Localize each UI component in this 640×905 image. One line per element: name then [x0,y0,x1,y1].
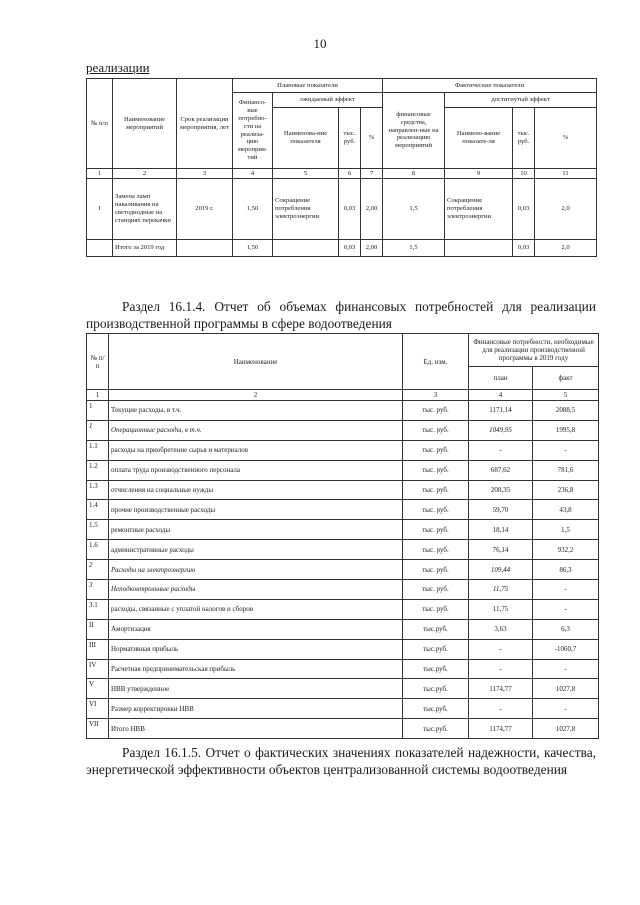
header-thous-plan: тыс. руб. [339,108,361,169]
cell-fin-plan: 1,50 [233,240,273,257]
col-num: 8 [383,169,445,179]
cell-ind-fact: Сокращение потребления электроэнергии [445,179,513,240]
table-row [87,619,599,639]
table-row [87,580,599,600]
cell-plan: 59,70 [469,500,533,520]
header-term: Срок реализации мероприятия, лет [177,79,233,169]
cell-no: IV [87,659,109,679]
cell-fact: -1060,7 [533,639,599,659]
cell-plan: - [469,639,533,659]
cell-plan: - [469,699,533,719]
cell-unit: тыс.руб. [403,699,469,719]
cell-no: 1.3 [87,480,109,500]
table-row [87,639,599,659]
header-pct-fact: % [535,108,597,169]
cell-no: 2 [87,560,109,580]
table-row [87,460,599,480]
table-row [87,719,599,739]
header-expected: ожидаемый эффект [273,93,383,108]
header-fin-need: Финансо-вые потребно-сти на реализа-цию мероприя-тий [233,93,273,169]
cell-name: Итого за 2019 год [113,240,177,257]
cell-ind-plan [273,240,339,257]
cell-fact: 781,6 [533,460,599,480]
cell-unit: тыс.руб. [403,619,469,639]
cell-unit: тыс. руб. [403,599,469,619]
cell-no [87,240,113,257]
cell-no: VI [87,699,109,719]
cell-plan: 1174,77 [469,719,533,739]
cell-pct-fact: 2,0 [535,179,597,240]
cell-plan: 1174,77 [469,679,533,699]
col-num: 4 [469,390,533,401]
cell-name: расходы, связанные с уплатой налогов и сборов [109,599,403,619]
section-16-1-5-title: Раздел 16.1.5. Отчет о фактических значениях показателей надежности, качества, энергетической эффективности объектов централизованной системы водоотведения [86,745,596,777]
header-plan: план [469,367,533,390]
cell-fact: 2088,5 [533,401,599,421]
cell-fin-fact: 1,5 [383,179,445,240]
header-ind-name-plan: Наименова-ние показателя [273,108,339,169]
col-num: 1 [87,390,109,401]
col-num: 7 [361,169,383,179]
header-unit: Ед. изм. [403,334,469,390]
col-num: 6 [339,169,361,179]
financial-needs-rows [87,401,599,739]
cell-no: V [87,679,109,699]
cell-unit: тыс. руб. [403,401,469,421]
cell-fact: - [533,599,599,619]
cell-plan: - [469,659,533,679]
table-row [87,560,599,580]
cell-no: III [87,639,109,659]
cell-plan: 208,35 [469,480,533,500]
cell-plan: 11,75 [469,599,533,619]
cell-plan: 76,14 [469,540,533,560]
cell-no: 1.6 [87,540,109,560]
col-num: 3 [403,390,469,401]
header-pct-plan: % [361,108,383,169]
header-need: Финансовые потребности, необходимые для реализации производственной программы в 2019 году [469,334,599,367]
cell-fact: 236,8 [533,480,599,500]
cell-no: 3.1 [87,599,109,619]
cell-name: Нормативная прибыль [109,639,403,659]
cell-pct-fact: 2,0 [535,240,597,257]
cell-fact: 1,5 [533,520,599,540]
cell-thous-plan: 0,03 [339,179,361,240]
section-16-1-4-title: Раздел 16.1.4. Отчет об объемах финансовых потребностей для реализации производственной программы в сфере водоотведения [86,299,596,331]
cell-plan: - [469,440,533,460]
col-num: 2 [109,390,403,401]
col-num: 3 [177,169,233,179]
cell-term [177,240,233,257]
col-num: 11 [535,169,597,179]
cell-plan: 11,75 [469,580,533,600]
financial-needs-table [86,333,599,739]
cell-plan: 109,44 [469,560,533,580]
cell-no: 1 [87,179,113,240]
cell-fin-fact: 1,5 [383,240,445,257]
cell-no: 3 [87,580,109,600]
cell-no: VII [87,719,109,739]
cell-term: 2019 г. [177,179,233,240]
col-num: 10 [513,169,535,179]
cell-plan: 3,63 [469,619,533,639]
cell-name: Неподконтрольные расходы [109,580,403,600]
cell-unit: тыс.руб. [403,719,469,739]
cell-unit: тыс.руб. [403,659,469,679]
header-achieved: достигнутый эффект [445,93,597,108]
cell-no: 1 [87,401,109,421]
cell-no: 1 [87,420,109,440]
header-no: № п/п [87,79,113,169]
cell-fact: - [533,699,599,719]
table-row [87,500,599,520]
cell-no: 1.2 [87,460,109,480]
header-fact: Фактические показатели [383,79,597,93]
measures-table [86,78,597,257]
cell-name: Расчетная предпринимательская прибыль [109,659,403,679]
col-num: 5 [273,169,339,179]
header-thous-fact: тыс. руб. [513,108,535,169]
cell-name: Расходы на электроэнергию [109,560,403,580]
cell-fact: 6,3 [533,619,599,639]
cell-fin-plan: 1,50 [233,179,273,240]
cell-name: Текущие расходы, в т.ч. [109,401,403,421]
cell-no: II [87,619,109,639]
cell-no: 1.1 [87,440,109,460]
cell-fact: 1995,8 [533,420,599,440]
cell-name: оплата труда производственного персонала [109,460,403,480]
cell-name: прочие производственные расходы [109,500,403,520]
cell-plan: 1049,95 [469,420,533,440]
cell-name: Итого НВВ [109,719,403,739]
cell-name: Операционные расходы, в т.ч. [109,420,403,440]
cell-pct-plan: 2,00 [361,240,383,257]
table-row [87,480,599,500]
table-row [87,420,599,440]
cell-plan: 18,14 [469,520,533,540]
cell-name: ремонтные расходы [109,520,403,540]
col-num: 1 [87,169,113,179]
cell-unit: тыс. руб. [403,540,469,560]
page-number: 10 [313,36,327,51]
cell-unit: тыс. руб. [403,580,469,600]
cell-unit: тыс. руб. [403,420,469,440]
table-row [87,679,599,699]
cell-fact: - [533,580,599,600]
table-row [87,540,599,560]
cell-fact: 43,8 [533,500,599,520]
cell-thous-plan: 0,03 [339,240,361,257]
cell-unit: тыс.руб. [403,679,469,699]
cell-fact: - [533,659,599,679]
col-num: 5 [533,390,599,401]
cell-no: 1.5 [87,520,109,540]
table-row [87,240,597,257]
cell-pct-plan: 2,00 [361,179,383,240]
cell-plan: 687,62 [469,460,533,480]
cell-ind-plan: Сокращение потребления электроэнергии [273,179,339,240]
cell-fact: - [533,440,599,460]
cell-no: 1.4 [87,500,109,520]
header-fin-fact: финансовые средства, направлен-ные на реализацию мероприятий [383,93,445,169]
cell-name: Замена ламп накаливания на светодиодные на станциях перекачки [113,179,177,240]
cell-fact: 1027,8 [533,679,599,699]
cell-name: административные расходы [109,540,403,560]
cell-fact: 932,2 [533,540,599,560]
table-row [87,659,599,679]
table-row [87,520,599,540]
table-row [87,699,599,719]
header-ind-name-fact: Наимено-вание показате-ля [445,108,513,169]
table-row [87,401,599,421]
cell-fact: 1027,8 [533,719,599,739]
cell-unit: тыс. руб. [403,500,469,520]
cell-unit: тыс.руб. [403,639,469,659]
header-plan: Плановые показатели [233,79,383,93]
header-no: № п/п [87,334,109,390]
header-name: Наименование [109,334,403,390]
cell-name: отчисления на социальные нужды [109,480,403,500]
cell-unit: тыс. руб. [403,460,469,480]
cell-name: Амортизация [109,619,403,639]
cell-name: НВВ утвержденное [109,679,403,699]
table-row [87,440,599,460]
cell-thous-fact: 0,03 [513,240,535,257]
col-num: 4 [233,169,273,179]
cell-plan: 1171,14 [469,401,533,421]
cell-unit: тыс. руб. [403,440,469,460]
col-num: 9 [445,169,513,179]
table-row [87,599,599,619]
table-row [87,179,597,240]
continuation-word: реализации [86,60,150,75]
cell-unit: тыс. руб. [403,560,469,580]
cell-unit: тыс. руб. [403,480,469,500]
cell-unit: тыс. руб. [403,520,469,540]
cell-name: Размер корректировки НВВ [109,699,403,719]
header-fact: факт [533,367,599,390]
cell-fact: 86,3 [533,560,599,580]
col-num: 2 [113,169,177,179]
cell-name: расходы на приобретение сырья и материалов [109,440,403,460]
cell-ind-fact [445,240,513,257]
cell-thous-fact: 0,03 [513,179,535,240]
header-name: Наименование мероприятий [113,79,177,169]
